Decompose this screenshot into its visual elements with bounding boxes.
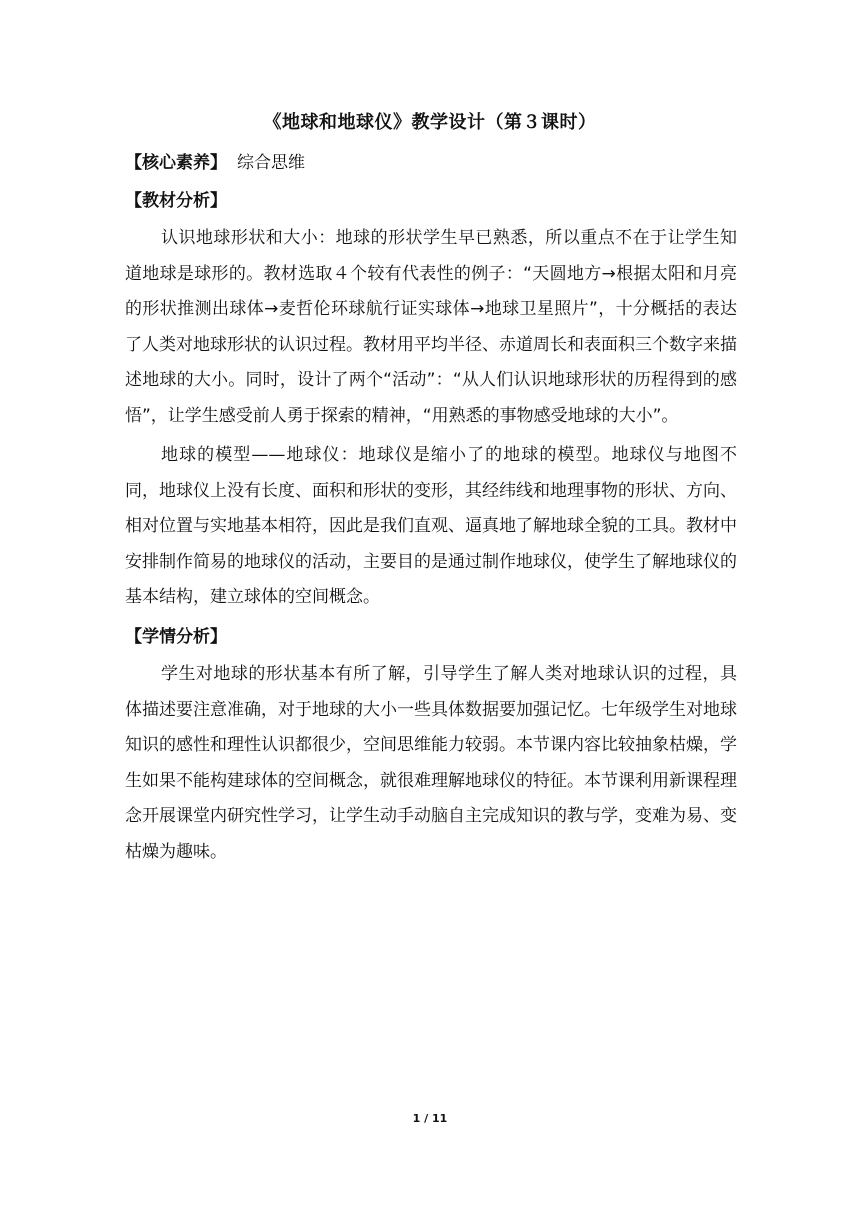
document-body [125,146,737,874]
core-literacy-value: 综合思维 [237,153,305,173]
learner-analysis-paragraph: 学生对地球的形状基本有所了解，引导学生了解人类对地球认识的过程，具体描述要注意准确，对于地球的大小一些具体数据要加强记忆。七年级学生对地球知识的感性和理性认识都很少，空间思维能力较弱。本节课内容比较抽象枯燥，学生如果不能构建球体的空间概念，就很难理解地球仪的特征。本节课利用新课程理念开展课堂内研究性学习，让学生动手动脑自主完成知识的教与学，变难为易、变枯燥为趣味。 [125,664,737,862]
learner-analysis-heading: 【学情分析】 [125,626,227,647]
core-literacy-label: 【核心素养】 [125,153,227,173]
textbook-analysis-heading: 【教材分析】 [125,190,227,211]
textbook-analysis-paragraph: 认识地球形状和大小：地球的形状学生早已熟悉，所以重点不在于让学生知道地球是球形的。教材选取４个较有代表性的例子：“天圆地方→根据太阳和月亮的形状推测出球体→麦哲伦环球航行证实球体→地球卫星照片”，十分概括的表达了人类对地球形状的认识过程。教材用平均半径、赤道周长和表面积三个数字来描述地球的大小。同时，设计了两个“活动”：“从人们认识地球形状的历程得到的感悟”，让学生感受前人勇于探索的精神，“用熟悉的事物感受地球的大小”。 [125,228,737,426]
document-title: 《地球和地球仪》教学设计（第３课时） [263,112,597,133]
textbook-analysis-paragraph: 地球的模型——地球仪：地球仪是缩小了的地球的模型。地球仪与地图不同，地球仪上没有长度、面积和形状的变形，其经纬线和地理事物的形状、方向、相对位置与实地基本相符，因此是我们直观、逼真地了解地球全貌的工具。教材中安排制作简易的地球仪的活动，主要目的是通过制作地球仪，使学生了解地球仪的基本结构，建立球体的空间概念。 [125,445,737,607]
core-literacy-heading [125,146,737,182]
page-number: 1 / 11 [412,1112,448,1125]
